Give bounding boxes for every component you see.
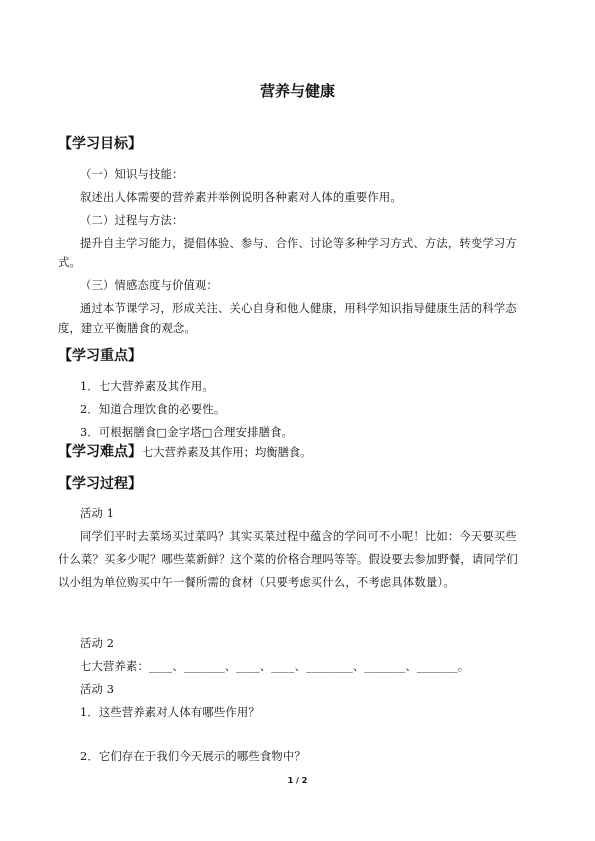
attitude-text-line1: 通过本节课学习，形成关注、关心自身和他人健康，用科学知识指导健康生活的科学态 — [80, 302, 517, 315]
knowledge-heading: （一）知识与技能： — [80, 168, 184, 181]
difficulty-row — [58, 441, 311, 461]
key-point-item: 1．七大营养素及其作用。 — [80, 380, 214, 393]
page-title: 营养与健康 — [259, 82, 335, 100]
difficulty-heading: 【学习难点】 — [58, 444, 142, 460]
difficulty-text: 七大营养素及其作用；均衡膳食。 — [142, 446, 312, 459]
key-points-heading: 【学习重点】 — [58, 348, 142, 364]
attitude-heading: （三）情感态度与价值观： — [80, 279, 218, 292]
process-text-line1: 提升自主学习能力，提倡体验、参与、合作、讨论等多种学习方式、方法，转变学习方 — [80, 237, 517, 250]
activity1-text-line3: 以小组为单位购买中午一餐所需的食材（只要考虑买什么，不考虑具体数量）。 — [58, 576, 455, 589]
activity2-fill-blank: 七大营养素：____、_______、____、____、________、_______、_______。 — [80, 660, 470, 673]
activity1-text-line1: 同学们平时去菜场买过菜吗？其实买菜过程中蕴含的学问可不小呢！比如：今天要买些 — [80, 530, 517, 543]
attitude-text-line2: 度，建立平衡膳食的观念。 — [58, 322, 196, 335]
learning-process-heading: 【学习过程】 — [58, 476, 142, 492]
page-number: 1 / 2 — [287, 776, 308, 785]
activity2-label: 活动 2 — [80, 637, 115, 650]
objectives-heading: 【学习目标】 — [58, 136, 142, 152]
activity1-text-line2: 什么菜？买多少呢？哪些菜新鲜？这个菜的价格合理吗等等。假设要去参加野餐，请同学们 — [58, 553, 518, 566]
key-point-item: 3．可根据膳食□金字塔□合理安排膳食。 — [80, 426, 294, 439]
activity1-label: 活动 1 — [80, 507, 115, 520]
process-heading: （二）过程与方法： — [80, 214, 184, 227]
knowledge-text: 叙述出人体需要的营养素并举例说明各种素对人体的重要作用。 — [80, 191, 402, 204]
process-text-line2: 式。 — [58, 256, 81, 269]
activity3-question-2: 2．它们存在于我们今天展示的哪些食物中？ — [80, 750, 306, 763]
activity3-question-1: 1．这些营养素对人体有哪些作用？ — [80, 706, 260, 719]
activity3-label: 活动 3 — [80, 683, 115, 696]
key-point-item: 2．知道合理饮食的必要性。 — [80, 403, 226, 416]
